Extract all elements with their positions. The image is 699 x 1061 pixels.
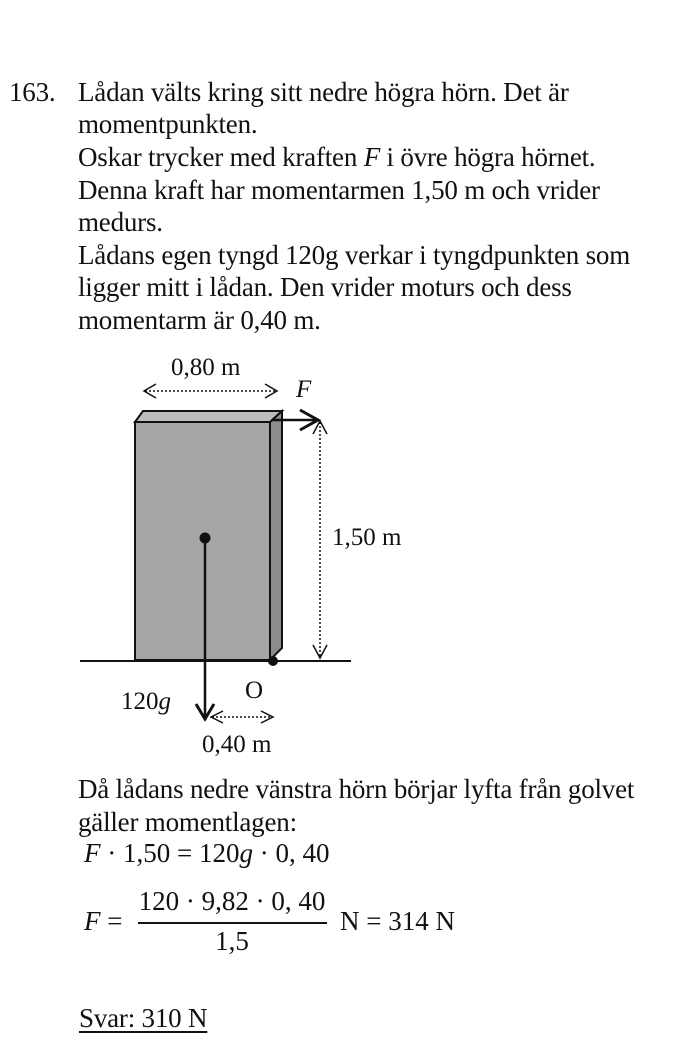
pivot-label: O [245, 677, 264, 704]
width-label: 0,80 m [171, 354, 241, 381]
problem-line-5: medurs. [78, 207, 163, 237]
equation-1: F · 1,50 = 120g · 0, 40 [84, 838, 330, 868]
weight-label [121, 688, 171, 716]
equation-2-denominator: 1,5 [215, 926, 249, 956]
force-symbol: F [363, 142, 380, 172]
fraction-bar [138, 922, 327, 924]
box-side-face [270, 411, 282, 660]
pivot-point [268, 656, 278, 666]
problem-line-3b: i övre högra hörnet. [386, 142, 596, 172]
box-top-face [135, 411, 282, 422]
solution-line-1: Då lådans nedre vänstra hörn börjar lyfta från golvet [78, 774, 635, 804]
equation-2-lhs: F = [84, 906, 123, 936]
arm-arrow-right [261, 711, 273, 723]
solution-line-2: gäller momentlagen: [78, 807, 297, 837]
problem-line-7: ligger mitt i lådan. Den vrider moturs och dess [78, 272, 572, 302]
problem-line-4: Denna kraft har momentarmen 1,50 m och vrider [78, 175, 600, 205]
problem-number: 163. [9, 77, 56, 107]
problem-line-1: Lådan välts kring sitt nedre högra hörn. Det är [78, 77, 569, 107]
arm-label: 0,40 m [202, 731, 272, 758]
problem-line-6: Lådans egen tyngd 120g verkar i tyngdpunkten som [78, 240, 631, 270]
answer: Svar: 310 N [79, 1003, 208, 1033]
problem-line-2: momentpunkten. [78, 109, 258, 139]
height-label: 1,50 m [332, 524, 402, 551]
problem-line-3a: Oskar trycker med kraften [78, 142, 358, 172]
equation-2-rhs: N = 314 N [340, 906, 455, 936]
problem-line-8: momentarm är 0,40 m. [78, 305, 321, 335]
force-label: F [296, 376, 312, 403]
equation-2-numerator: 120 · 9,82 · 0, 40 [138, 886, 326, 916]
weight-label-text: 120g [121, 688, 171, 715]
